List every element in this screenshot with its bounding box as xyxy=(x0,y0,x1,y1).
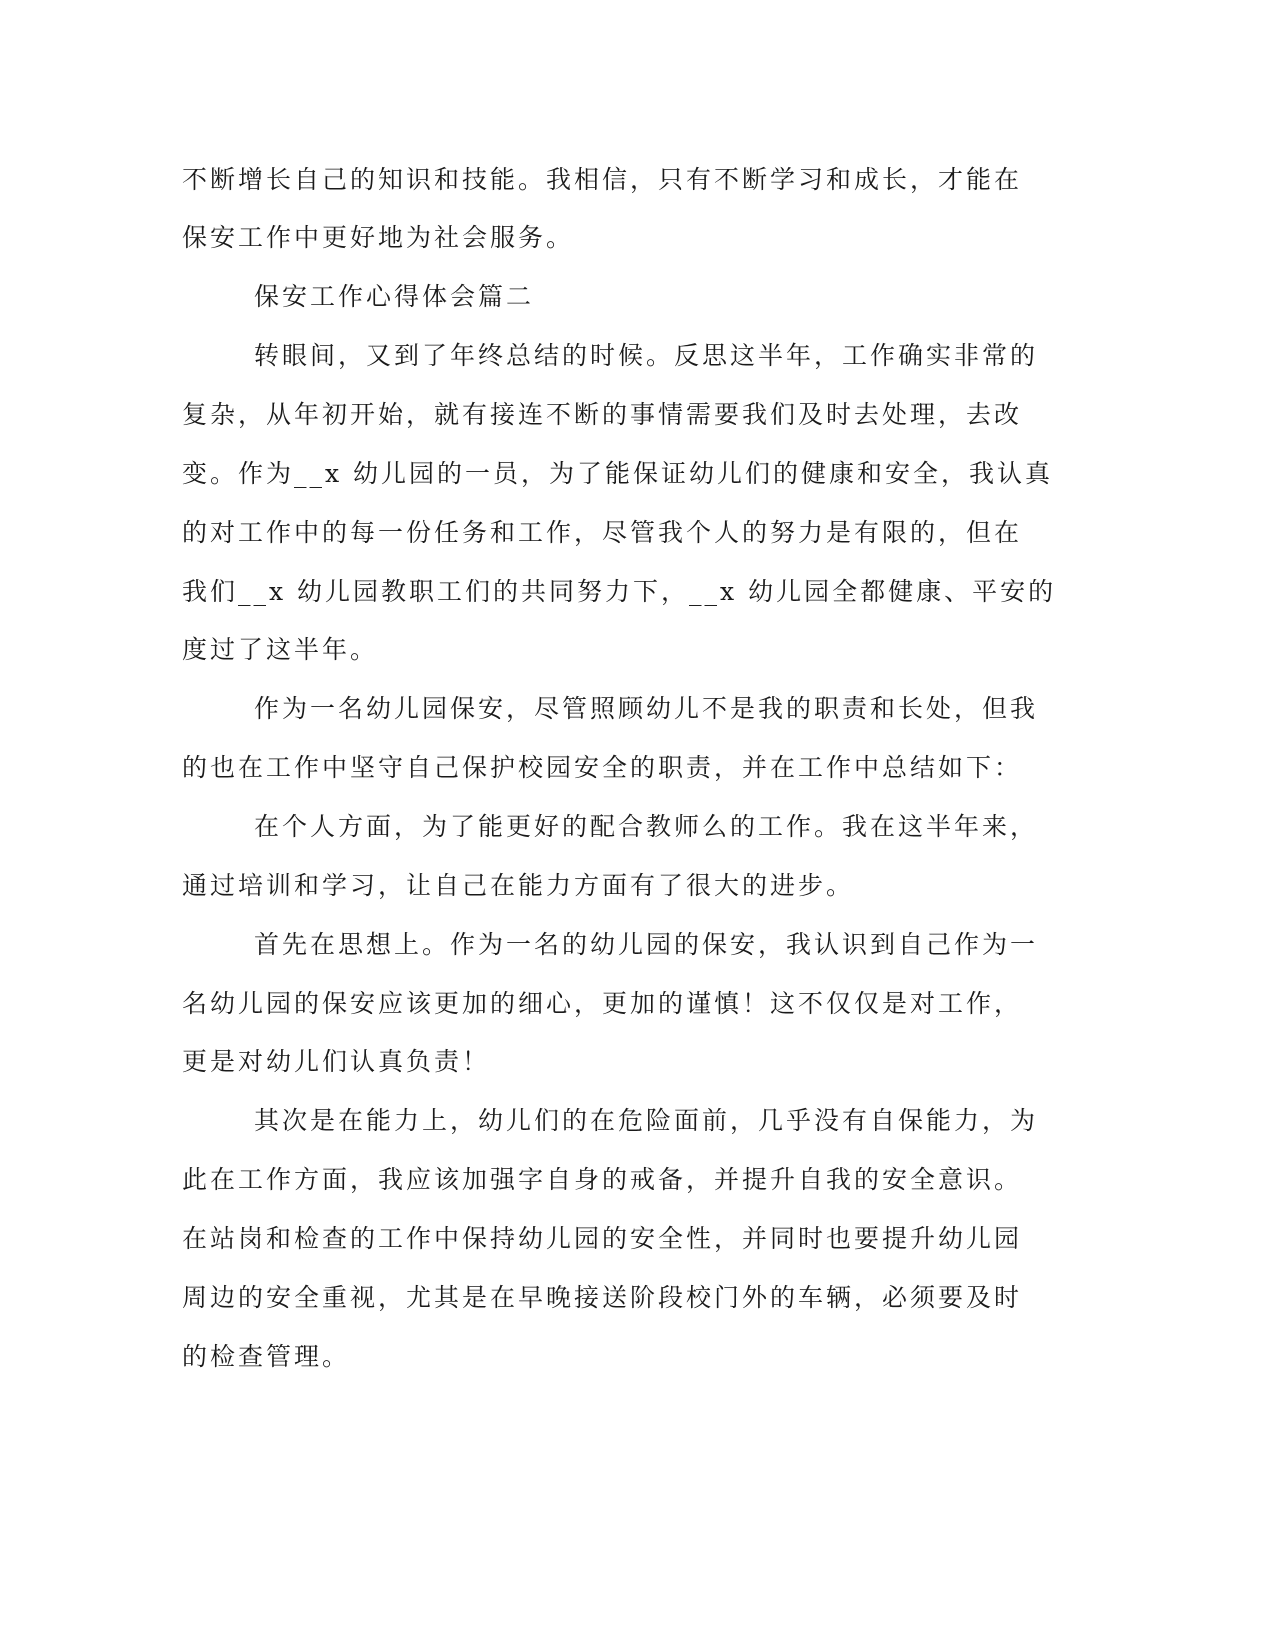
body-text-line: 在站岗和检查的工作中保持幼儿园的安全性，并同时也要提升幼儿园 xyxy=(182,1224,1023,1253)
body-text-line: 通过培训和学习，让自己在能力方面有了很大的进步。 xyxy=(182,871,855,900)
body-text-line: 此在工作方面，我应该加强字自身的戒备，并提升自我的安全意识。 xyxy=(182,1165,1023,1194)
body-text-line: 变。作为__x 幼儿园的一员，为了能保证幼儿们的健康和安全，我认真 xyxy=(182,459,1054,488)
body-text-line: 在个人方面，为了能更好的配合教师么的工作。我在这半年来， xyxy=(254,812,1039,841)
section-heading: 保安工作心得体会篇二 xyxy=(254,282,535,311)
body-text-line: 更是对幼儿们认真负责！ xyxy=(182,1047,491,1076)
body-text-line: 周边的安全重视，尤其是在早晚接送阶段校门外的车辆，必须要及时 xyxy=(182,1283,1023,1312)
body-text-line: 我们__x 幼儿园教职工们的共同努力下，__x 幼儿园全都健康、平安的 xyxy=(182,577,1057,606)
body-text-line: 度过了这半年。 xyxy=(182,635,379,664)
body-text-line: 转眼间，又到了年终总结的时候。反思这半年，工作确实非常的 xyxy=(254,341,1039,370)
body-text-line: 名幼儿园的保安应该更加的细心，更加的谨慎！这不仅仅是对工作， xyxy=(182,989,1023,1018)
body-text-line: 的也在工作中坚守自己保护校园安全的职责，并在工作中总结如下： xyxy=(182,753,1023,782)
body-text-line: 复杂，从年初开始，就有接连不断的事情需要我们及时去处理，去改 xyxy=(182,400,1023,429)
body-text-line: 不断增长自己的知识和技能。我相信，只有不断学习和成长，才能在 xyxy=(182,165,1023,194)
body-text-line: 首先在思想上。作为一名的幼儿园的保安，我认识到自己作为一 xyxy=(254,930,1039,959)
body-text-line: 的对工作中的每一份任务和工作，尽管我个人的努力是有限的，但在 xyxy=(182,518,1023,547)
body-text-line: 保安工作中更好地为社会服务。 xyxy=(182,223,575,252)
body-text-line: 的检查管理。 xyxy=(182,1342,351,1371)
body-text-line: 其次是在能力上，幼儿们的在危险面前，几乎没有自保能力，为 xyxy=(254,1106,1039,1135)
body-text-line: 作为一名幼儿园保安，尽管照顾幼儿不是我的职责和长处，但我 xyxy=(254,694,1039,723)
